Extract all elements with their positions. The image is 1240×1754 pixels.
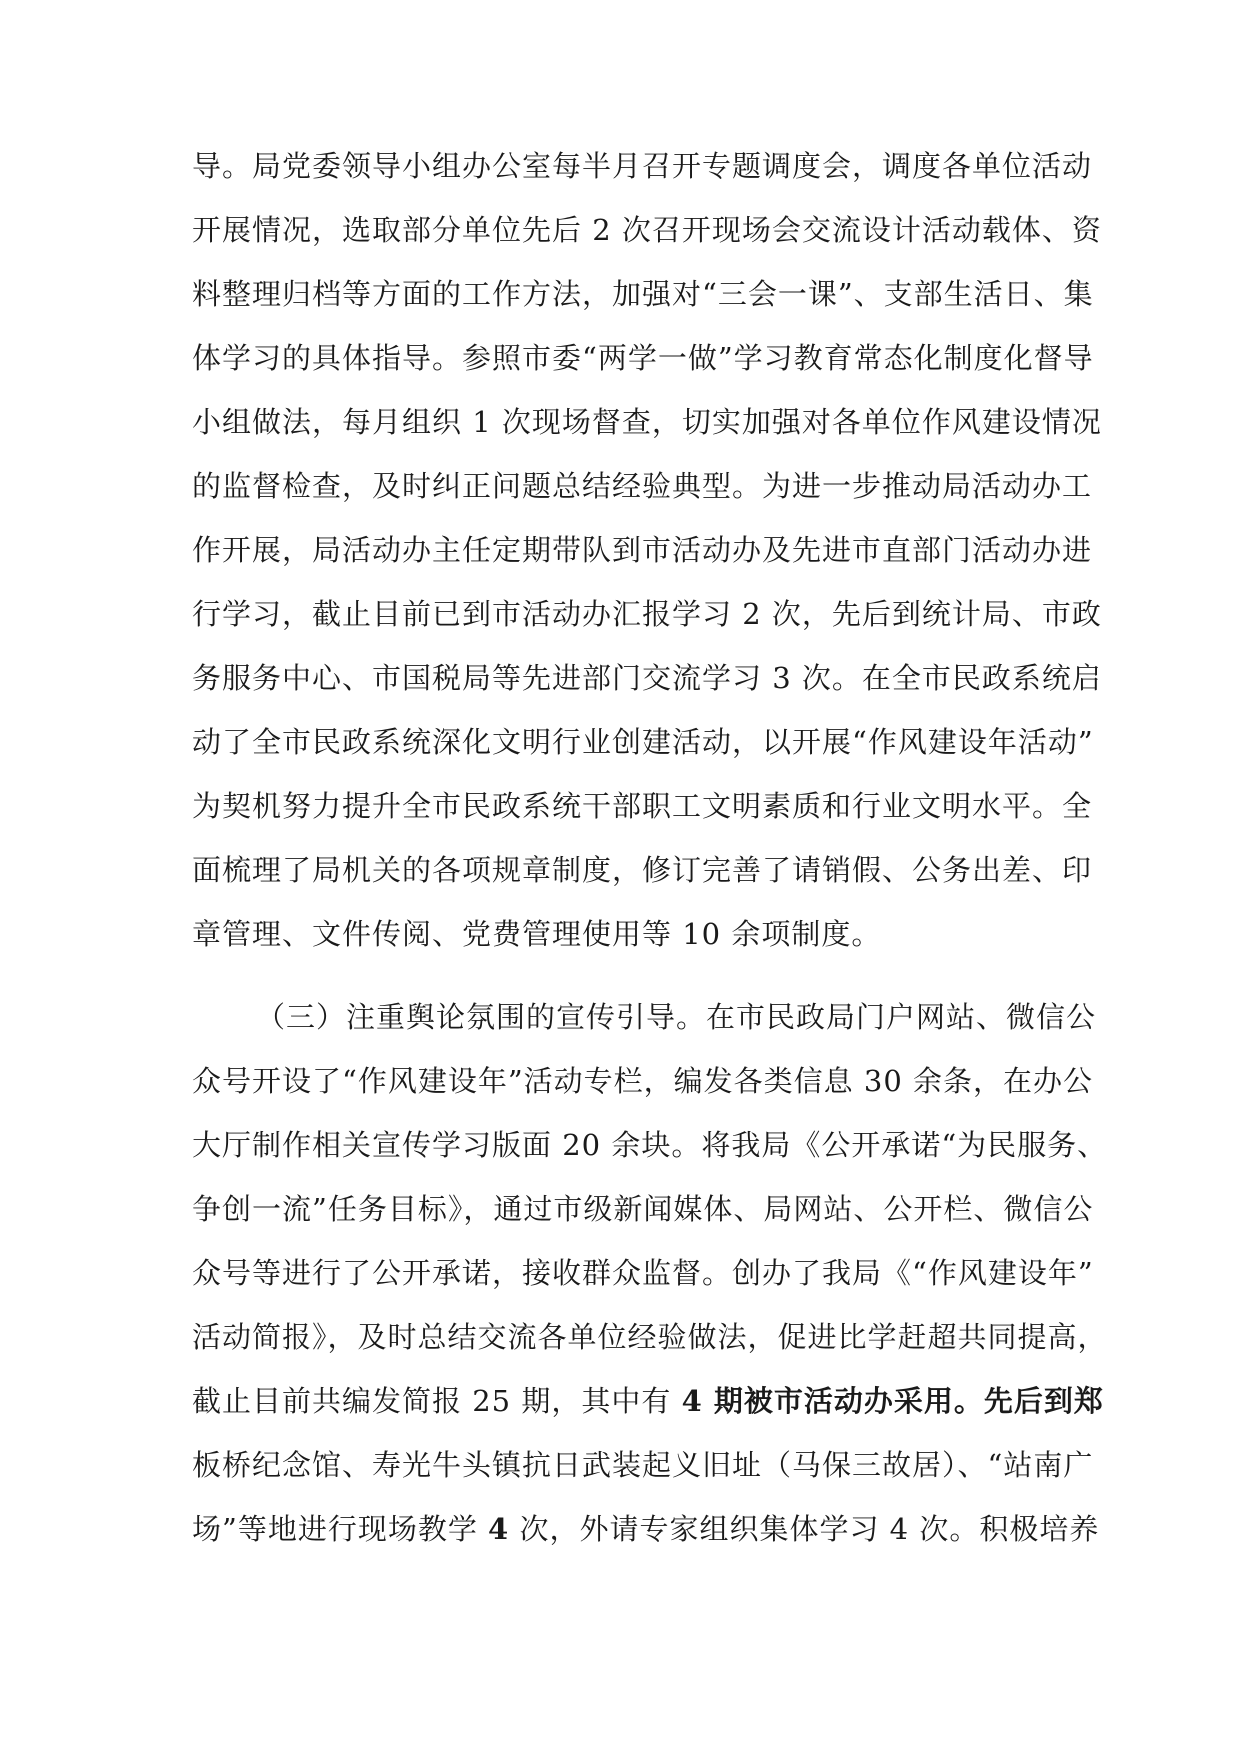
paragraph-line: 板桥纪念馆、寿光牛头镇抗日武装起义旧址（马保三故居）、“站南广 — [192, 1448, 1094, 1482]
paragraph-line: 料整理归档等方面的工作方法，加强对“三会一课”、支部生活日、集 — [192, 277, 1094, 311]
paragraph-line: 导。局党委领导小组办公室每半月召开专题调度会，调度各单位活动 — [192, 149, 1093, 183]
text-run: 场”等地进行现场教学 — [192, 1512, 489, 1546]
section-heading-line: （三）注重舆论氛围的宣传引导。在市民政局门户网站、微信公 — [256, 1000, 1097, 1034]
paragraph-line — [192, 1381, 1104, 1421]
paragraph-line: 活动简报》，及时总结交流各单位经验做法，促进比学赶超共同提高， — [192, 1320, 1108, 1354]
paragraph-line: 争创一流”任务目标》，通过市级新闻媒体、局网站、公开栏、微信公 — [192, 1192, 1094, 1226]
paragraph-line: 面梳理了局机关的各项规章制度，修订完善了请销假、公务出差、印 — [192, 853, 1093, 887]
paragraph-line: 作开展，局活动办主任定期带队到市活动办及先进市直部门活动办进 — [192, 533, 1093, 567]
paragraph-line: 众号开设了“作风建设年”活动专栏，编发各类信息 30 余条，在办公 — [192, 1064, 1093, 1098]
paragraph-line: 大厅制作相关宣传学习版面 20 余块。将我局《公开承诺“为民服务、 — [192, 1128, 1108, 1162]
paragraph-line: 动了全市民政系统深化文明行业创建活动，以开展“作风建设年活动” — [192, 725, 1094, 759]
paragraph-line: 章管理、文件传阅、党费管理使用等 10 余项制度。 — [192, 917, 882, 951]
paragraph-line: 小组做法，每月组织 1 次现场督查，切实加强对各单位作风建设情况 — [192, 405, 1102, 439]
paragraph-line: 体学习的具体指导。参照市委“两学一做”学习教育常态化制度化督导 — [192, 341, 1094, 375]
paragraph-line — [192, 1509, 1100, 1549]
text-run: 次，外请专家组织集体学习 4 次。积极培养 — [509, 1512, 1100, 1546]
paragraph-line: 众号等进行了公开承诺，接收群众监督。创办了我局《“作风建设年” — [192, 1256, 1094, 1290]
paragraph-line: 为契机努力提升全市民政系统干部职工文明素质和行业文明水平。全 — [192, 789, 1093, 823]
paragraph-line: 的监督检查，及时纠正问题总结经验典型。为进一步推动局活动办工 — [192, 469, 1093, 503]
paragraph-line: 务服务中心、市国税局等先进部门交流学习 3 次。在全市民政系统启 — [192, 661, 1102, 695]
bold-text-run: 4 期被市活动办采用。先后到郑 — [681, 1384, 1104, 1418]
paragraph-line: 开展情况，选取部分单位先后 2 次召开现场会交流设计活动载体、资 — [192, 213, 1102, 247]
bold-text-run: 4 — [488, 1512, 510, 1546]
paragraph-line: 行学习，截止目前已到市活动办汇报学习 2 次，先后到统计局、市政 — [192, 597, 1102, 631]
text-run: 截止目前共编发简报 25 期，其中有 — [192, 1384, 682, 1418]
